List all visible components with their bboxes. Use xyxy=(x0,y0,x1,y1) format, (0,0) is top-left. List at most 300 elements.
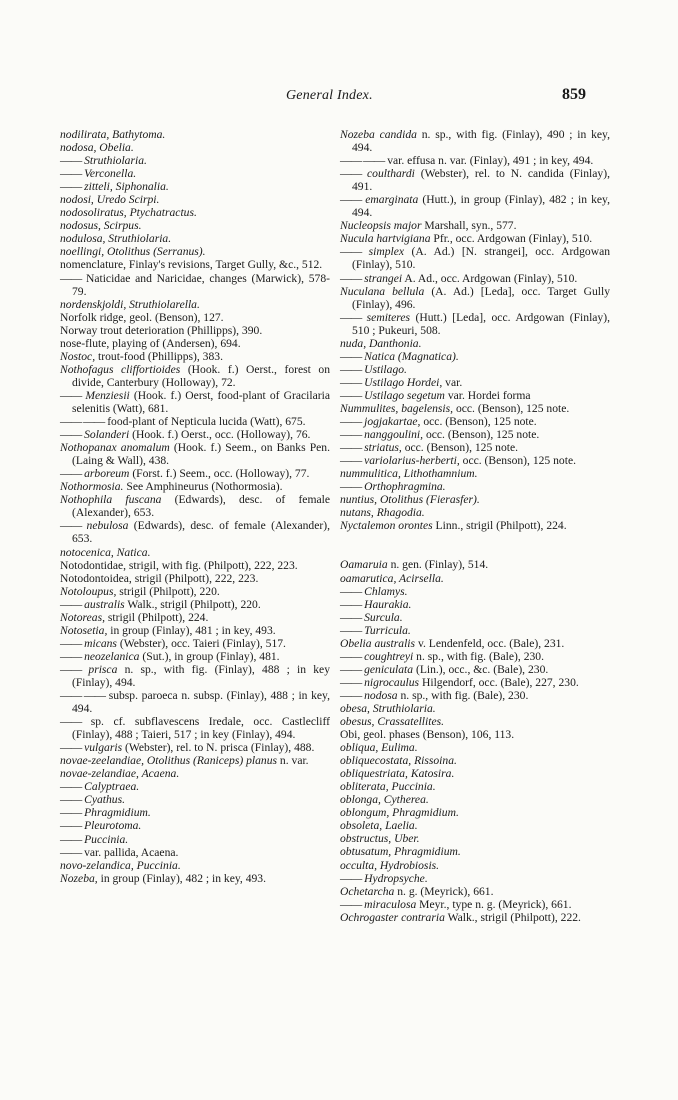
ditto-dash: —— xyxy=(60,845,82,859)
entry-reference: (Webster), occ. Taieri (Finlay), 517. xyxy=(119,636,286,650)
entry-reference: food-plant of Nepticula lucida (Watt), 675. xyxy=(107,415,306,429)
entry-reference: Meyr., type n. g. (Meyrick), 661. xyxy=(419,897,572,911)
entry-reference: strigil (Philpott), 224. xyxy=(107,610,209,624)
index-entry xyxy=(340,389,610,402)
entry-term: arboreum xyxy=(84,467,130,481)
index-entry xyxy=(60,598,330,611)
entry-term: nodosa xyxy=(364,688,398,702)
ditto-dash: —— xyxy=(60,180,82,194)
index-entry xyxy=(60,637,330,650)
index-entry xyxy=(60,272,330,298)
entry-term: coulthardi xyxy=(367,167,415,181)
index-entry xyxy=(340,611,610,624)
index-entry xyxy=(340,793,610,806)
entry-term: Notoreas, xyxy=(60,610,105,624)
entry-reference: (A. Ad.) [Leda], occ. Target Gully (Finlay), 496. xyxy=(352,284,610,311)
index-entry xyxy=(340,845,610,858)
ditto-dash: —— xyxy=(60,519,82,533)
ditto-dash: —— xyxy=(60,793,82,807)
entry-term: nodilirata, Bathytoma. xyxy=(60,128,166,141)
running-title: General Index. xyxy=(286,88,373,103)
index-entry xyxy=(340,859,610,872)
index-entry xyxy=(60,624,330,637)
entry-term: Phragmidium. xyxy=(84,806,151,820)
entry-term: Haurakia. xyxy=(364,597,412,611)
index-entry xyxy=(340,558,610,571)
index-entry xyxy=(60,519,330,545)
ditto-dash: —— xyxy=(60,806,82,820)
index-entry xyxy=(340,598,610,611)
index-entry xyxy=(60,441,330,467)
entry-reference: Linn., strigil (Philpott), 224. xyxy=(435,519,567,533)
entry-reference: Notodontoidea, strigil (Philpott), 222, 223. xyxy=(60,571,259,585)
page-header xyxy=(0,88,678,108)
entry-reference: (Hook. f.) Seem., on Banks Pen. (Laing & Wall), 438. xyxy=(72,441,331,468)
entry-reference: n. sp., with fig. (Finlay), 488 ; in key (Finlay), 494. xyxy=(72,662,330,689)
index-entry xyxy=(340,689,610,702)
ditto-dash: —— xyxy=(340,649,362,663)
index-entry xyxy=(60,833,330,846)
entry-term: novo-zelandica, Puccinia. xyxy=(60,858,181,872)
ditto-dash: —— xyxy=(340,441,362,455)
ditto-dash: —— xyxy=(340,428,362,442)
entry-term: obliquecostata, Rissoina. xyxy=(340,754,457,768)
entry-reference: var. xyxy=(445,375,463,389)
entry-reference: Hilgendorf, occ. (Bale), 227, 230. xyxy=(421,675,579,689)
entry-term: nanggoulini, xyxy=(364,428,424,442)
index-entry xyxy=(60,350,330,363)
index-entry xyxy=(60,780,330,793)
index-entry xyxy=(340,780,610,793)
index-entry xyxy=(340,154,610,167)
index-entry xyxy=(60,872,330,885)
ditto-dash: —— xyxy=(60,832,82,846)
index-entry xyxy=(340,676,610,689)
ditto-dash: —— xyxy=(340,388,362,402)
index-entry xyxy=(340,480,610,493)
index-entry xyxy=(60,206,330,219)
entry-term: Ustilago. xyxy=(364,362,407,376)
entry-term: nodosoliratus, Ptychatractus. xyxy=(60,206,197,220)
index-entry xyxy=(60,245,330,258)
entry-term: obliqua, Eulima. xyxy=(340,741,418,755)
entry-reference: (Edwards), desc. of female (Alexander), 653. xyxy=(72,519,330,546)
index-entry xyxy=(340,272,610,285)
entry-term: Oamaruia xyxy=(340,558,388,572)
index-entry xyxy=(340,767,610,780)
entry-term: Nozeba candida xyxy=(340,128,417,141)
index-entry xyxy=(60,819,330,832)
index-entry xyxy=(60,428,330,441)
index-entry xyxy=(60,298,330,311)
entry-term: Notoloupus, xyxy=(60,584,117,598)
entry-term: obliterata, Puccinia. xyxy=(340,780,436,794)
entry-reference: (Lin.), occ., &c. (Bale), 230. xyxy=(415,662,549,676)
entry-reference: nose-flute, playing of (Andersen), 694. xyxy=(60,336,241,350)
entry-term: australis xyxy=(84,597,125,611)
ditto-dash: —— xyxy=(340,415,362,429)
index-entry xyxy=(340,415,610,428)
entry-term: nodosus, Scirpus. xyxy=(60,219,142,233)
index-entry xyxy=(340,193,610,219)
ditto-dash: —— xyxy=(60,780,82,794)
entry-reference: (Hook. f.) Oerst., forest on divide, Canterbury (Holloway), 72. xyxy=(72,362,331,389)
index-entry xyxy=(340,337,610,350)
entry-term: Nyctalemon orontes xyxy=(340,519,433,533)
index-entry xyxy=(340,806,610,819)
entry-reference: in group (Finlay), 481 ; in key, 493. xyxy=(110,623,276,637)
ditto-dash: —— xyxy=(60,271,82,285)
ditto-dash: —— xyxy=(340,675,362,689)
entry-term: Ustilago Hordei, xyxy=(364,375,443,389)
entry-reference: n. gen. (Finlay), 514. xyxy=(390,558,489,572)
index-entry xyxy=(60,650,330,663)
index-entry xyxy=(340,285,610,311)
ditto-dash: —— xyxy=(340,362,362,376)
entry-reference: Marshall, syn., 577. xyxy=(424,219,517,233)
entry-term: Solanderi xyxy=(84,428,130,442)
index-entry xyxy=(60,193,330,206)
entry-term: Nothopanax anomalum xyxy=(60,441,170,455)
entry-term: Puccinia. xyxy=(84,832,129,846)
index-entry xyxy=(340,885,610,898)
ditto-dash: —— xyxy=(60,819,82,833)
entry-term: prisca xyxy=(88,662,118,676)
index-entry xyxy=(340,167,610,193)
index-entry xyxy=(60,546,330,559)
entry-term: Chlamys. xyxy=(364,584,408,598)
ditto-dash: —— xyxy=(60,715,82,729)
entry-reference: Norway trout deterioration (Phillipps), 390. xyxy=(60,323,263,337)
index-entry xyxy=(340,872,610,885)
entry-term: Menziesii xyxy=(85,388,130,402)
index-entry xyxy=(60,689,330,715)
entry-term: Turricula. xyxy=(364,623,411,637)
entry-reference: (Hook. f.) Oerst., occ. (Holloway), 76. xyxy=(132,428,311,442)
entry-reference: var. effusa n. var. (Finlay), 491 ; in key, 494. xyxy=(387,154,594,168)
index-entry xyxy=(340,245,610,271)
entry-reference: n. var. xyxy=(279,754,309,768)
ditto-dash: —— xyxy=(340,310,362,324)
entry-term: Orthophragmina. xyxy=(364,480,446,494)
entry-reference: occ. (Benson), 125 note. xyxy=(404,441,519,455)
entry-term: micans xyxy=(84,636,117,650)
entry-reference: Notodontidae, strigil, with fig. (Philpott), 222, 223. xyxy=(60,558,298,572)
entry-term: Natica (Magnatica). xyxy=(364,349,459,363)
entry-term: Nostoc, xyxy=(60,349,96,363)
entry-reference: (Sut.), in group (Finlay), 481. xyxy=(142,649,280,663)
entry-term: Obelia australis xyxy=(340,636,416,650)
ditto-dash: —— xyxy=(60,154,82,168)
index-entry xyxy=(340,493,610,506)
entry-reference: Walk., strigil (Philpott), 222. xyxy=(447,910,581,924)
ditto-dash: —— —— xyxy=(340,154,385,168)
entry-term: nutans, Rhagodia. xyxy=(340,506,425,520)
ditto-dash: —— xyxy=(340,897,362,911)
entry-term: Nothormosia. xyxy=(60,480,124,494)
entry-term: Nothophila fuscana xyxy=(60,493,162,507)
entry-reference: strigil (Philpott), 220. xyxy=(119,584,220,598)
index-entry xyxy=(340,219,610,232)
ditto-dash: —— xyxy=(340,662,362,676)
entry-term: Nothofagus cliffortioides xyxy=(60,362,181,376)
index-entry xyxy=(340,454,610,467)
entry-term: oamarutica, Acirsella. xyxy=(340,571,444,585)
entry-reference: (A. Ad.) [N. strangei], occ. Ardgowan (Finlay), 510. xyxy=(352,245,611,272)
entry-term: nigrocaulus xyxy=(364,675,420,689)
index-entry xyxy=(340,702,610,715)
ditto-dash: —— xyxy=(60,636,82,650)
ditto-dash: —— xyxy=(340,623,362,637)
entry-term: coughtreyi xyxy=(364,649,414,663)
index-entry xyxy=(340,911,610,924)
ditto-dash: —— xyxy=(340,349,362,363)
entry-reference: trout-food (Phillipps), 383. xyxy=(98,349,223,363)
index-entry xyxy=(340,311,610,337)
entry-term: Pleurotoma. xyxy=(84,819,142,833)
index-entry xyxy=(60,559,330,572)
ditto-dash: —— xyxy=(340,271,362,285)
index-entry xyxy=(60,767,330,780)
ditto-dash: —— xyxy=(340,610,362,624)
entry-reference: n. sp., with fig. (Bale), 230. xyxy=(400,688,529,702)
entry-term: Nucula hartvigiana xyxy=(340,232,431,246)
entry-reference: Obi, geol. phases (Benson), 106, 113. xyxy=(340,728,515,742)
index-entry xyxy=(340,624,610,637)
entry-term: Ochrogaster contraria xyxy=(340,910,445,924)
index-entry xyxy=(60,311,330,324)
entry-term: nordenskjoldi, Struthiolarella. xyxy=(60,297,200,311)
entry-term: Nuculana bellula xyxy=(340,284,425,298)
entry-term: nuntius, Otolithus (Fierasfer). xyxy=(340,493,480,507)
index-entry xyxy=(60,663,330,689)
index-entry xyxy=(60,480,330,493)
ditto-dash: —— —— xyxy=(60,415,105,429)
ditto-dash: —— xyxy=(340,375,362,389)
entry-reference: occ. (Benson), 125 note. xyxy=(462,454,576,468)
index-entry xyxy=(340,663,610,676)
ditto-dash: —— xyxy=(60,388,82,402)
ditto-dash: —— xyxy=(60,741,82,755)
entry-term: simplex xyxy=(368,245,405,259)
entry-term: jogjakartae, xyxy=(364,415,421,429)
entry-term: Hydropsyche. xyxy=(364,871,428,885)
ditto-dash: —— —— xyxy=(60,689,106,703)
entry-reference: (Hutt.), in group (Finlay), 482 ; in key, 494. xyxy=(352,193,610,220)
index-entry xyxy=(60,793,330,806)
index-entry xyxy=(60,141,330,154)
index-entry xyxy=(60,389,330,415)
entry-term: occulta, Hydrobiosis. xyxy=(340,858,440,872)
entry-term: nodosa, Obelia. xyxy=(60,141,134,155)
index-entry xyxy=(340,467,610,480)
index-entry xyxy=(60,128,330,141)
index-entry xyxy=(340,441,610,454)
ditto-dash: —— xyxy=(340,584,362,598)
entry-term: obstructus, Uber. xyxy=(340,832,420,846)
entry-term: strangei xyxy=(364,271,403,285)
entry-term: miraculosa xyxy=(364,897,417,911)
entry-term: variolarius-herberti, xyxy=(364,454,460,468)
index-entry xyxy=(340,728,610,741)
index-entry xyxy=(60,585,330,598)
entry-reference: Norfolk ridge, geol. (Benson), 127. xyxy=(60,310,224,324)
entry-reference: occ. (Benson), 125 note. xyxy=(455,401,570,415)
entry-reference: (Edwards), desc. of female (Alexander), 653. xyxy=(72,493,330,520)
index-entry xyxy=(60,258,330,271)
ditto-dash: —— xyxy=(340,454,362,468)
index-entry xyxy=(340,898,610,911)
entry-term: nummulitica, Lithothamnium. xyxy=(340,467,478,481)
entry-term: semiteres xyxy=(366,310,411,324)
index-entry xyxy=(60,180,330,193)
entry-reference: (Webster), rel. to N. prisca (Finlay), 488. xyxy=(125,741,315,755)
page-number: 859 xyxy=(562,86,586,103)
entry-term: oblonga, Cytherea. xyxy=(340,793,429,807)
index-entry xyxy=(60,806,330,819)
ditto-dash: —— xyxy=(60,467,82,481)
index-entry xyxy=(340,350,610,363)
index-entry xyxy=(60,493,330,519)
index-entry xyxy=(60,859,330,872)
index-entry xyxy=(60,232,330,245)
entry-term: Nucleopsis major xyxy=(340,219,422,233)
entry-term: emarginata xyxy=(365,193,419,207)
entry-term: Verconella. xyxy=(84,167,137,181)
index-entry xyxy=(340,585,610,598)
index-entry xyxy=(60,846,330,859)
entry-term: Calyptraea. xyxy=(84,780,140,794)
ditto-dash: —— xyxy=(60,597,82,611)
entry-term: Ustilago segetum xyxy=(364,388,445,402)
entry-term: Surcula. xyxy=(364,610,403,624)
entry-reference: in group (Finlay), 482 ; in key, 493. xyxy=(100,871,267,885)
entry-reference: subsp. paroeca n. subsp. (Finlay), 488 ; in key, 494. xyxy=(72,689,330,716)
entry-reference: Pfr., occ. Ardgowan (Finlay), 510. xyxy=(433,232,593,246)
ditto-dash: —— xyxy=(340,597,362,611)
entry-reference: (Webster), rel. to N. candida (Finlay), 491. xyxy=(352,167,610,194)
index-entry xyxy=(340,506,610,519)
entry-term: Notosetia, xyxy=(60,623,108,637)
entry-term: geniculata xyxy=(364,662,414,676)
entry-reference: nomenclature, Finlay's revisions, Target Gully, &c., 512. xyxy=(60,258,323,272)
entry-term: Cyathus. xyxy=(84,793,125,807)
index-entry xyxy=(340,363,610,376)
index-entry xyxy=(60,167,330,180)
entry-term: obtusatum, Phragmidium. xyxy=(340,845,461,859)
entry-reference: Walk., strigil (Philpott), 220. xyxy=(127,597,261,611)
entry-term: vulgaris xyxy=(84,741,123,755)
ditto-dash: —— xyxy=(340,193,362,207)
index-entry xyxy=(60,324,330,337)
entry-reference: A. Ad., occ. Ardgowan (Finlay), 510. xyxy=(404,271,578,285)
index-entry xyxy=(340,376,610,389)
ditto-dash: —— xyxy=(60,428,82,442)
entry-term: obesus, Crassatellites. xyxy=(340,715,445,729)
ditto-dash: —— xyxy=(340,245,362,259)
entry-reference: n. sp., with fig. (Finlay), 490 ; in key, 494. xyxy=(352,128,610,155)
entry-term: obsoleta, Laelia. xyxy=(340,819,418,833)
index-entry xyxy=(60,611,330,624)
entry-reference: var. Hordei forma xyxy=(447,388,531,402)
entry-reference: (Forst. f.) Seem., occ. (Holloway), 77. xyxy=(132,467,310,481)
index-entry xyxy=(340,819,610,832)
entry-reference: (Hook. f.) Oerst, food-plant of Gracilaria selenitis (Watt), 681. xyxy=(72,388,330,415)
entry-reference: (Hutt.) [Leda], occ. Ardgowan (Finlay), 510 ; Pukeuri, 508. xyxy=(352,310,610,337)
entry-term: obliquestriata, Katosira. xyxy=(340,767,455,781)
index-entry xyxy=(60,715,330,741)
index-entry xyxy=(60,219,330,232)
ditto-dash: —— xyxy=(340,480,362,494)
entry-reference: v. Lendenfeld, occ. (Bale), 231. xyxy=(417,636,565,650)
entry-term: Nozeba, xyxy=(60,871,98,885)
ditto-dash: —— xyxy=(60,649,82,663)
index-column-left xyxy=(60,128,330,885)
ditto-dash: —— xyxy=(60,662,82,676)
entry-reference: occ. (Benson), 125 note. xyxy=(425,428,540,442)
ditto-dash: —— xyxy=(340,871,362,885)
entry-reference: sp. cf. subflavescens Iredale, occ. Castlecliff (Finlay), 488 ; Taieri, 517 ; in key (Finlay), 494. xyxy=(72,715,330,742)
index-entry xyxy=(340,754,610,767)
entry-term: oblongum, Phragmidium. xyxy=(340,806,459,820)
index-entry xyxy=(60,754,330,767)
ditto-dash: —— xyxy=(340,167,362,181)
index-entry xyxy=(60,572,330,585)
index-entry xyxy=(60,415,330,428)
index-entry xyxy=(340,650,610,663)
index-entry xyxy=(340,637,610,650)
index-entry xyxy=(340,741,610,754)
index-entry xyxy=(340,402,610,415)
entry-term: neozelanica xyxy=(84,649,140,663)
entry-term: Ochetarcha xyxy=(340,884,395,898)
entry-reference: occ. (Benson), 125 note. xyxy=(423,415,537,429)
ditto-dash: —— xyxy=(340,688,362,702)
ditto-dash: —— xyxy=(60,167,82,181)
entry-term: noellingi, Otolithus (Serranus). xyxy=(60,245,206,259)
entry-reference: n. g. (Meyrick), 661. xyxy=(397,884,494,898)
index-entry xyxy=(60,741,330,754)
entry-term: nodulosa, Struthiolaria. xyxy=(60,232,172,246)
entry-term: obesa, Struthiolaria. xyxy=(340,701,436,715)
index-entry xyxy=(340,232,610,245)
index-entry xyxy=(60,363,330,389)
entry-term: zitteli, Siphonalia. xyxy=(84,180,169,194)
index-entry xyxy=(340,832,610,845)
entry-reference: var. pallida, Acaena. xyxy=(84,845,179,859)
entry-reference: n. sp., with fig. (Bale), 230. xyxy=(416,649,544,663)
entry-term: Nummulites, bagelensis, xyxy=(340,401,454,415)
index-entry xyxy=(340,128,610,154)
entry-term: notocenica, Natica. xyxy=(60,545,151,559)
entry-term: Struthiolaria. xyxy=(84,154,147,168)
entry-reference: See Amphineurus (Nothormosia). xyxy=(126,480,283,494)
index-entry xyxy=(340,715,610,728)
entry-term: novae-zeelandiae, Otolithus (Raniceps) planus xyxy=(60,754,278,768)
entry-reference: Naticidae and Naricidae, changes (Marwick), 578-79. xyxy=(72,271,330,298)
index-column-right xyxy=(340,128,610,924)
index-entry xyxy=(60,467,330,480)
index-entry xyxy=(60,337,330,350)
entry-term: nebulosa xyxy=(86,519,129,533)
entry-term: nodosi, Uredo Scirpi. xyxy=(60,193,160,207)
index-entry xyxy=(340,572,610,585)
entry-term: striatus, xyxy=(364,441,402,455)
index-entry xyxy=(60,154,330,167)
index-entry xyxy=(340,519,610,532)
entry-term: novae-zelandiae, Acaena. xyxy=(60,767,180,781)
index-entry xyxy=(340,428,610,441)
